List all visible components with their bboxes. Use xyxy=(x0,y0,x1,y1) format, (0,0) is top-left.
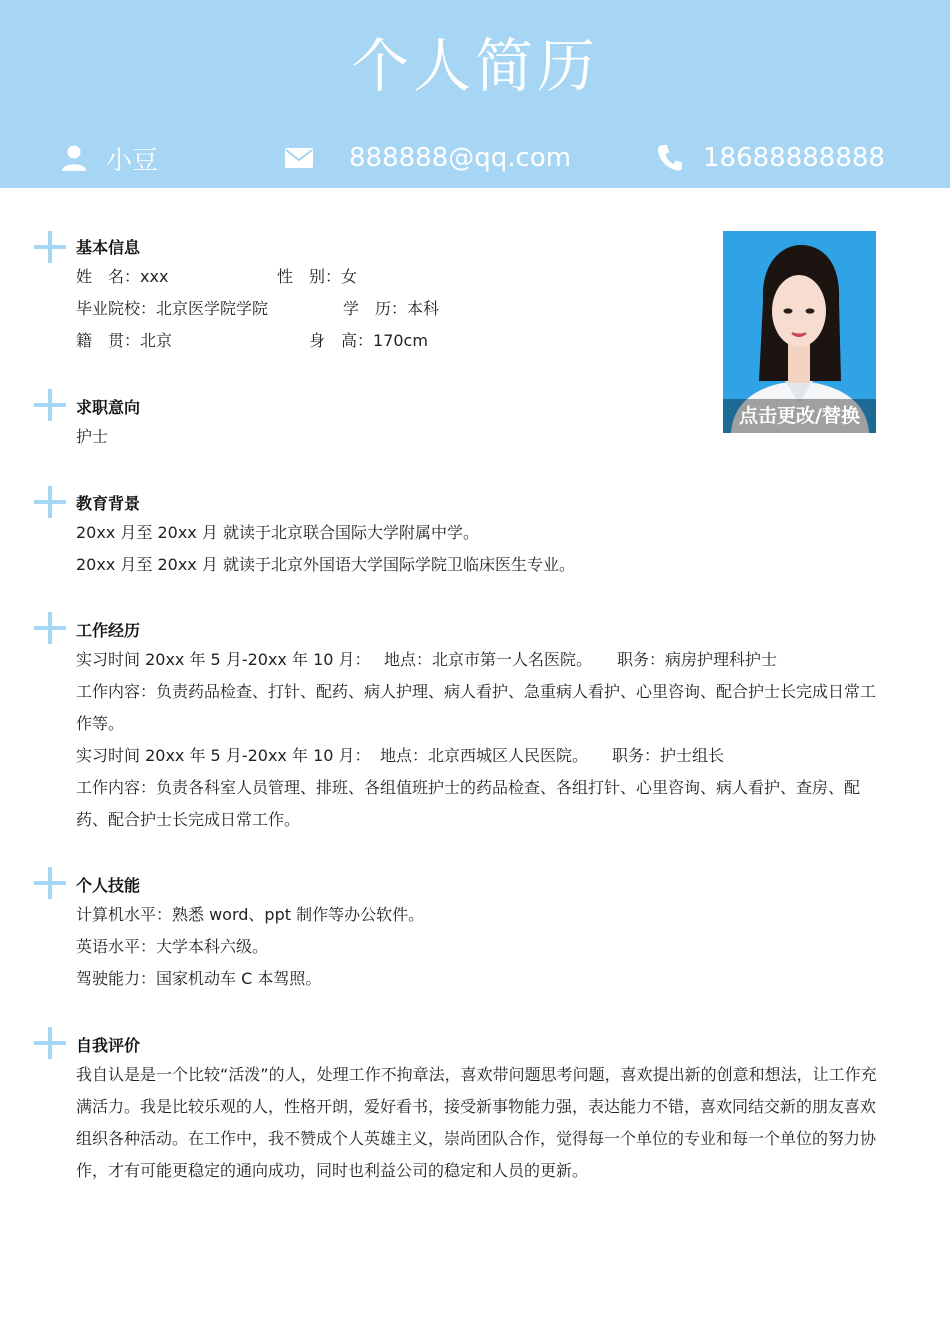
plus-icon xyxy=(34,1027,66,1059)
contact-phone xyxy=(657,138,885,178)
section-title: 自我评价 xyxy=(76,1036,141,1055)
contact-email xyxy=(285,138,571,178)
info-gender xyxy=(277,261,357,293)
contact-email-text[interactable]: 888888@qq.com xyxy=(349,143,572,173)
info-school xyxy=(76,293,268,325)
info-school-value: 北京医学院学院 xyxy=(156,299,269,318)
profile-photo[interactable] xyxy=(723,231,876,433)
contact-name-text: 小豆 xyxy=(106,145,159,176)
info-native-place xyxy=(76,325,172,357)
phone-icon xyxy=(657,144,683,172)
info-education-value: 本科 xyxy=(407,299,440,318)
section-title: 工作经历 xyxy=(76,621,141,640)
page-title: 个人简历 xyxy=(350,32,599,100)
info-height-value: 170cm xyxy=(373,331,428,350)
job-content: 工作内容：负责各科室人员管理、排班、各组值班护士的药品检查、各组打针、心里咨询、病人看护、查房、配药、配合护士长完成日常工作。 xyxy=(76,778,861,829)
info-name xyxy=(76,261,168,293)
user-icon xyxy=(60,144,88,172)
skill-line: 英语水平：大学本科六级。 xyxy=(76,937,269,956)
photo-caption[interactable]: 点击更改/替换 xyxy=(723,399,876,433)
section-title: 教育背景 xyxy=(76,494,141,513)
info-education xyxy=(343,293,439,325)
info-name-value: xxx xyxy=(140,267,169,286)
section-title: 求职意向 xyxy=(76,398,141,417)
section-title: 基本信息 xyxy=(76,238,141,257)
job-time: 实习时间 20xx 年 5 月-20xx 年 10 月： xyxy=(76,746,371,765)
info-education-label: 学 历： xyxy=(343,299,408,318)
plus-icon xyxy=(34,486,66,518)
job-place: 地点：北京西城区人民医院。 xyxy=(380,746,589,765)
education-line: 20xx 月至 20xx 月 就读于北京联合国际大学附属中学。 xyxy=(76,523,479,542)
plus-icon xyxy=(34,389,66,421)
info-height-label: 身 高： xyxy=(309,331,374,350)
header-banner xyxy=(0,0,950,188)
job-content: 工作内容：负责药品检查、打针、配药、病人护理、病人看护、急重病人看护、心里咨询、配合护士长完成日常工作等。 xyxy=(76,682,877,733)
info-native-value: 北京 xyxy=(140,331,173,350)
skill-line: 驾驶能力：国家机动车 C 本驾照。 xyxy=(76,969,322,988)
job-role: 职务：病房护理科护士 xyxy=(617,650,778,669)
self-evaluation-text: 我自认是是一个比较“活泼”的人，处理工作不拘章法，喜欢带问题思考问题，喜欢提出新的创意和想法，让工作充满活力。我是比较乐观的人，性格开朗，爱好看书，接受新事物能力强，表达能力不错，喜欢同结交新的朋友喜欢组织各种活动。在工作中，我不赞成个人英雄主义，崇尚团队合作，觉得每一个单位的专业和每一个单位的努力协作，才有可能更稳定的通向成功，同时也利益公司的稳定和人员的更新。 xyxy=(76,1065,877,1180)
contact-phone-text[interactable]: 18688888888 xyxy=(703,143,885,173)
plus-icon xyxy=(34,867,66,899)
plus-icon xyxy=(34,612,66,644)
plus-icon xyxy=(34,231,66,263)
contact-name xyxy=(60,138,158,178)
info-name-label: 姓 名： xyxy=(76,267,141,286)
info-school-label: 毕业院校： xyxy=(76,299,157,318)
job-time: 实习时间 20xx 年 5 月-20xx 年 10 月： xyxy=(76,650,371,669)
skill-line: 计算机水平：熟悉 word、ppt 制作等办公软件。 xyxy=(76,905,425,924)
info-gender-label: 性 别： xyxy=(277,267,342,286)
job-role: 职务：护士组长 xyxy=(612,746,725,765)
info-native-label: 籍 贯： xyxy=(76,331,141,350)
job-place: 地点：北京市第一人名医院。 xyxy=(384,650,593,669)
info-height xyxy=(309,325,428,357)
mail-icon xyxy=(285,148,313,168)
info-gender-value: 女 xyxy=(341,267,358,286)
education-line: 20xx 月至 20xx 月 就读于北京外国语大学国际学院卫临床医生专业。 xyxy=(76,555,575,574)
section-title: 个人技能 xyxy=(76,876,141,895)
intent-value: 护士 xyxy=(76,427,109,446)
